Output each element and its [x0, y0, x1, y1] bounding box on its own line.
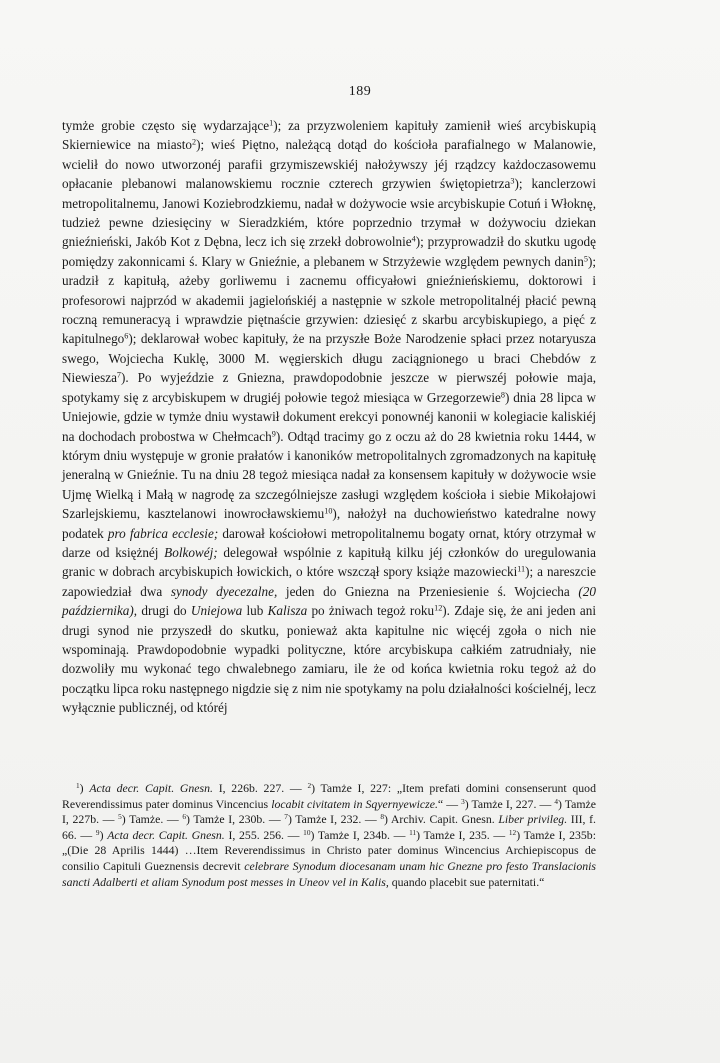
text-run: ); wieś Piętno, należącą dotąd do kościoła parafialnego w Malanowie, wcielił do nowo utworzonéj parafii grzymiszewskiéj nałożywszy jéj rządzcy każdoczasowemu opłacanie plebanowi malanowskiemu rocznie czterech grzywien świętopietrza [62, 137, 596, 192]
text-run: delegował wspólnie z kapitułą kilku jéj członków do uregulowania granic w dobrach arcybiskupich łowickich, o które wszczął spory książe mazowiecki [62, 544, 596, 580]
text-run: ) Tamże I, 227b. — [62, 796, 597, 827]
footnote-marker: 2 [307, 780, 312, 790]
text-run: ) Tamże I, 227: „Item prefati domini consenserunt quod Reverendissimus pater dominus Vincencius [62, 781, 596, 811]
text-run: ); kanclerzowi metropolitalnemu, Janowi Koziebrodzkiemu, nadał w dożywocie wsie arcybiskupie Cotuń i Włoknę, tudzież pewne dziesięciny w Sieradzkiém, które poprzednio trzymał w dożywociu dziekan gnieźnieński, Jakób Kot z Dębna, lecz ich się zrzekł dobrowolnie [62, 176, 596, 250]
text-run: ) Tamże I, 235b: „(Die 28 Aprilis 1444) …Item Reverendissimus in Christo pater dominus Wincencius Archiepiscopus de consilio Capituli Gueznensis decrevit [62, 827, 596, 873]
footnote-marker: 6 [182, 812, 186, 822]
text-run: ); a nareszcie zapowiedział dwa [62, 564, 596, 599]
italic-run: (20 października) [62, 583, 596, 619]
footnote-marker: 9 [95, 827, 100, 837]
paragraph [62, 116, 596, 718]
text-run: lub [242, 603, 268, 619]
text-run: quando placebit sue paternitati.“ [388, 874, 545, 889]
text-run: I, 226b. 227. — [212, 781, 308, 795]
footnote-marker: 11 [409, 827, 417, 837]
footnote-marker: 10 [303, 827, 311, 837]
text-run: ) [99, 827, 108, 842]
footnote-ref: 10 [324, 506, 333, 516]
text-run: I, 255. 256. — [224, 827, 304, 842]
footnote-block: $^1$) Acta decr. Capit. Gnesn. I, 226b. 227. — $^2$) Tamże I, 227: „Item prefati domini consenserunt quod Reverendissimus pater dominus Vincencius locabit civitatem in Sqyernyewicze.“ — $^3$) Tamże I, 227. — $^4$) Tamże I, 227b. — $^5$) Tamże. — $^6$) Tamże I, 230b. — $^7$) Tamże I, 232. — $^8$) Archiv. Capit. Gnesn. Liber privileg. III, f. 66. — $^9$) Acta decr. Capit. Gnesn. I, 255. 256. — $^{10}$) Tamże I, 234b. — $^{11}$) Tamże I, 235. — $^{12}$) Tamże I, 235b: „(Die 28 Aprilis 1444) …Item Reverendissimus in Christo pater dominus Wincencius Archiepiscopus de consilio Capituli Gueznensis decrevit celebrare Synodum diocesanam unam hic Gnezne pro festo Translacionis sancti Adalberti et aliam Synodum post messes in Uneov vel in Kalis, quando placebit sue paternitati.“ [62, 780, 597, 889]
text-run: po żniwach tegoż roku [307, 603, 435, 619]
page-number: 189 [348, 84, 372, 99]
text-run: , drugi do [133, 603, 191, 619]
text-run: ) Tamże I, 227. — [464, 796, 555, 811]
text-run: ) Tamże I, 230b. — [185, 812, 285, 827]
footnote-ref: 6 [124, 331, 129, 341]
footnote-ref: 9 [271, 429, 276, 438]
footnote-ref: 11 [517, 564, 526, 574]
text-run: ). Odtąd tracimy go z oczu aż do 28 kwietnia roku 1444, w którym dniu występuje w gronie prałatów i kanoników metropolitalnych zgromadzonych na kapitułę jeneralną w Gnieźnie. Tu na dniu 28 tegoż miesiąca nadał za konsensem kapituły w dożywocie wsie Ujmę Wielką i Małą w nagrodę za szczególniejsze zasługi względem kościoła i siebie Mikołajowi Szarlejskiemu, kasztelanowi inowrocławskiemu [62, 428, 596, 522]
italic-run: locabit civitatem in Sqyernyewicze. [271, 796, 438, 811]
footnote-marker: 5 [118, 812, 122, 822]
footnote-ref: 8 [500, 390, 505, 400]
italic-run: Liber privileg. [498, 812, 568, 827]
footnote-marker: 7 [284, 812, 288, 822]
text-run: ) Tamże I, 234b. — [310, 827, 410, 842]
footnote-marker: 8 [380, 812, 385, 822]
footnote-ref: 7 [116, 370, 122, 380]
text-run: ) Archiv. Capit. Gnesn. [384, 812, 499, 827]
text-run: ), nałożył na duchowieństwo katedralne nowy podatek [62, 506, 596, 541]
text-run: ). Po wyjeździe z Gniezna, prawdopodobnie jeszcze w pierwszéj połowie maja, spotykamy się z arcybiskupem w drugiéj połowie tegoż miesiąca w Grzegorzewie [62, 370, 596, 405]
footnote-ref: 1 [269, 118, 274, 128]
footnote-marker: 12 [508, 827, 517, 837]
footnote-ref: 4 [411, 234, 416, 244]
text-run: ); za przyzwoleniem kapituły zamienił wieś arcybiskupią Skierniewice na miasto [62, 118, 596, 153]
text-run: “ — [437, 796, 462, 811]
footnote-marker: 3 [461, 796, 465, 806]
text-run: jeden do Gniezna na Przeniesienie ś. Wojciecha [277, 583, 579, 599]
text-run: ) Tamże I, 232. — [287, 812, 381, 827]
italic-run: Acta decr. Capit. Gnesn. [107, 827, 225, 842]
text-run: ) dnia 28 lipca w Uniejowie, gdzie w tymże dniu wystawił dokument erekcyi ponownéj kanonii w kolegiacie kaliskiéj na dochodach probostwa w Chełmcach [62, 389, 597, 444]
footnote-ref: 3 [510, 176, 515, 186]
italic-run: Acta decr. Capit. Gnesn. [89, 781, 213, 795]
italic-run: Uniejowa [190, 603, 243, 619]
italic-run: pro fabrica ecclesie; [107, 525, 219, 541]
footnote-ref: 2 [191, 137, 197, 147]
text-run: ) Tamże. — [121, 812, 183, 827]
footnote-ref: 5 [583, 254, 588, 264]
footnotes [62, 781, 596, 890]
footnote-ref: 12 [434, 603, 443, 613]
footnote-marker: 1 [76, 780, 80, 790]
text-run: ); deklarował wobec kapituły, że na przyszłe Boże Narodzenie spłaci przez notaryusza swego, Wojciecha Kuklę, 3000 M. węgierskich długu zaciągnionego u braci Chebdów z Niewiesza [62, 331, 596, 386]
main-text [62, 116, 596, 718]
text-run: darował kościołowi metropolitalnemu bogaty ornat, który otrzymał w darze od księżnéj [62, 525, 597, 560]
italic-run: Kalisza [267, 603, 308, 619]
italic-run: Bolkowéj; [164, 544, 218, 560]
text-run: ); przyprowadził do skutku ugodę pomiędzy zakonnicami ś. Klary w Gnieźnie, a plebanem w Strzyżewie względem pewnych danin [62, 234, 596, 269]
footnote-marker: 4 [554, 796, 558, 806]
text-run: III, f. 66. — [62, 812, 597, 842]
italic-run: celebrare Synodum diocesanam unam hic Gnezne pro festo Translacionis sancti Adalberti et aliam Synodum post messes in Uneov vel in Kalis, [62, 858, 596, 889]
italic-run: synody dyecezalne, [170, 583, 278, 599]
text-run: ); uradził z kapitułą, ażeby gorliwemu i zacnemu officyałowi gnieźnieńskiemu, doktorowi i profesorowi najprzód w akademii jagielońskiéj a następnie w szkole metropolitalnéj płacić pewną roczną remuneracyą i wprawdzie piętnaście grzywien: dziesięć z skarbu arcybiskupiego, a pięć z kapitulnego [62, 253, 596, 347]
text-run: ) Tamże I, 235. — [416, 827, 509, 842]
text-run: tymże grobie często się wydarzające [62, 118, 270, 133]
text-run: ). Zdaje się, że ani jeden ani drugi synod nie przyszedł do skutku, ponieważ akta kapitulne nic więcéj zgoła o nich nie wspominają. Prawdopodobnie wypadki polityczne, które arcybiskupa całkiém zatrudniały, nie dozwoliły mu wykonać tego chwalebnego zamiaru, ile że od końca kwietnia roku tegoż aż do początku lipca roku następnego nigdzie się z nim nie spotykamy na polu działalności kościelnéj, lecz wyłącznie publicznéj, od któréj [62, 603, 597, 716]
